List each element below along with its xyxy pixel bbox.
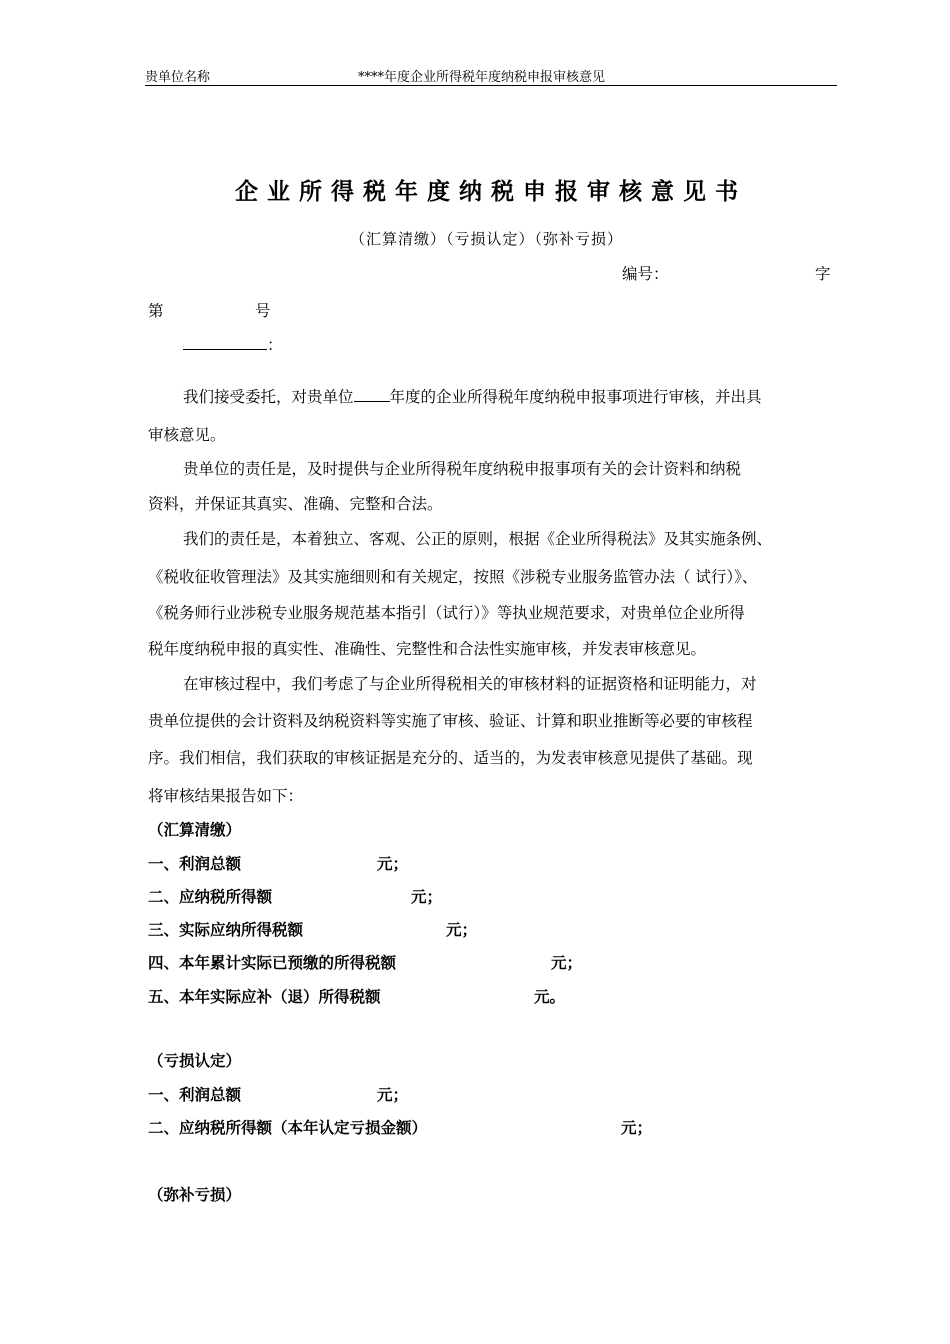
number-zi: 字 — [815, 265, 831, 283]
paragraph-line: 资料，并保证其真实、准确、完整和合法。 — [148, 495, 443, 513]
number-hao: 号 — [255, 302, 271, 320]
item-unit: 元； — [446, 921, 478, 939]
paragraph-text: 我们接受委托，对贵单位 — [183, 388, 354, 406]
paragraph-line: 贵单位的责任是，及时提供与企业所得税年度纳税申报事项有关的会计资料和纳税 — [183, 460, 742, 478]
item-label: 一、利润总额 — [148, 1086, 242, 1104]
item-label: 五、本年实际应补（退）所得税额 — [148, 988, 381, 1006]
item-unit: 元； — [377, 1086, 409, 1104]
item-label: 三、实际应纳所得税额 — [148, 921, 304, 939]
item-label: 二、应纳税所得额 — [148, 888, 273, 906]
paragraph-line: 在审核过程中，我们考虑了与企业所得税相关的审核材料的证据资格和证明能力，对 — [183, 675, 757, 693]
year-blank — [354, 387, 390, 402]
number-di: 第 — [148, 302, 164, 320]
item-unit: 元； — [377, 855, 409, 873]
section-heading-kuisun: （亏损认定） — [148, 1052, 242, 1070]
paragraph-line: 税年度纳税申报的真实性、准确性、完整性和合法性实施审核，并发表审核意见。 — [148, 640, 707, 658]
number-label: 编号： — [622, 265, 669, 283]
paragraph-line: 审核意见。 — [148, 426, 226, 444]
salutation-colon: ： — [267, 336, 283, 354]
paragraph-line: 贵单位提供的会计资料及纳税资料等实施了审核、验证、计算和职业推断等必要的审核程 — [148, 712, 753, 730]
paragraph-line: 序。我们相信，我们获取的审核证据是充分的、适当的，为发表审核意见提供了基础。现 — [148, 749, 753, 767]
header-rule — [145, 85, 837, 86]
header-doc-title: ****年度企业所得税年度纳税申报审核意见 — [358, 70, 606, 85]
paragraph-line: 我们的责任是，本着独立、客观、公正的原则，根据《企业所得税法》及其实施条例、 — [183, 530, 773, 548]
document-title: 企业所得税年度纳税申报审核意见书 — [235, 178, 747, 205]
paragraph-line — [183, 385, 762, 407]
salutation-blank — [183, 335, 267, 350]
paragraph-line: 《税收征收管理法》及其实施细则和有关规定，按照《涉税专业服务监管办法（ 试行）》、 — [148, 568, 758, 586]
item-unit: 元； — [411, 888, 443, 906]
header-org-name: 贵单位名称 — [145, 70, 211, 85]
item-label: 二、应纳税所得额（本年认定亏损金额） — [148, 1119, 428, 1137]
section-heading-mibu: （弥补亏损） — [148, 1186, 242, 1204]
item-label: 一、利润总额 — [148, 855, 242, 873]
paragraph-text: 年度的企业所得税年度纳税申报事项进行审核，并出具 — [389, 388, 762, 406]
document-subtitle: （汇算清缴）（亏损认定）（弥补亏损） — [350, 230, 624, 248]
item-unit: 元。 — [534, 988, 566, 1006]
section-heading-huisuan: （汇算清缴） — [148, 821, 242, 839]
item-label: 四、本年累计实际已预缴的所得税额 — [148, 954, 397, 972]
item-unit: 元； — [551, 954, 583, 972]
salutation-line — [183, 333, 283, 355]
paragraph-line: 将审核结果报告如下： — [148, 787, 304, 805]
paragraph-line: 《税务师行业涉税专业服务规范基本指引（试行）》等执业规范要求，对贵单位企业所得 — [148, 604, 745, 622]
item-unit: 元； — [621, 1119, 653, 1137]
